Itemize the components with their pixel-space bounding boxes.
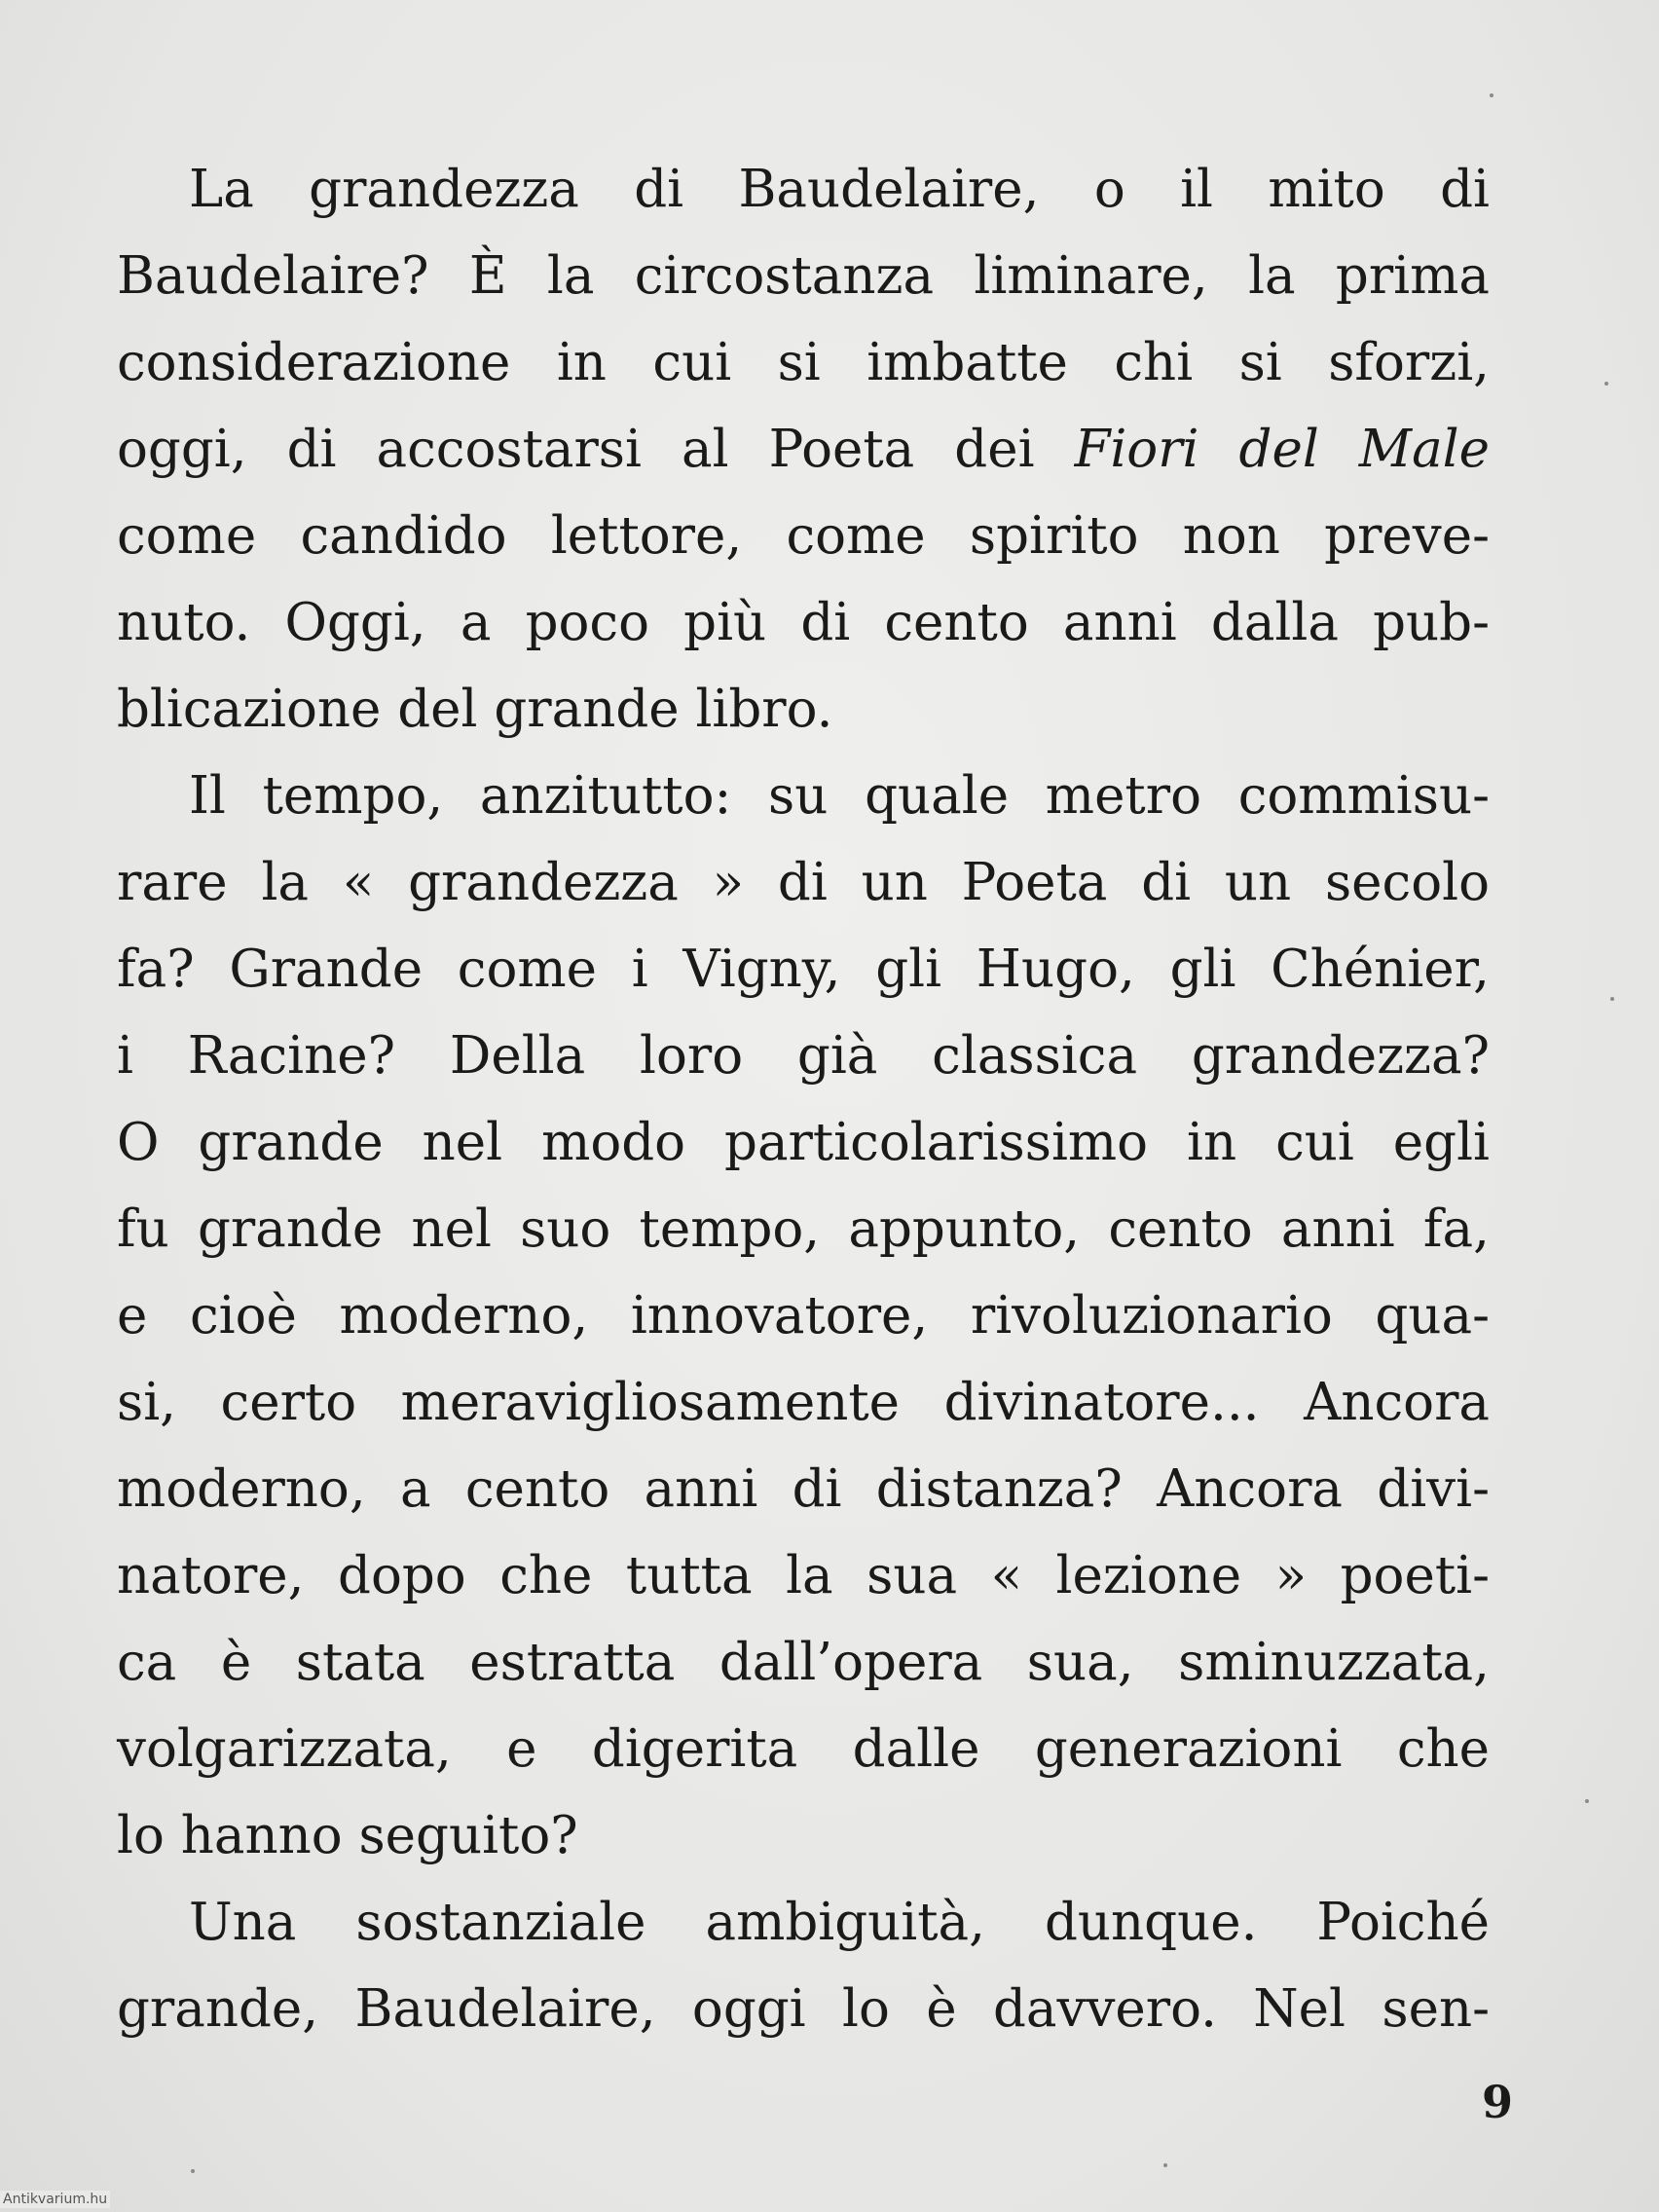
paper-speck: [1604, 382, 1608, 386]
text-line: fu grande nel suo tempo, appunto, cento anni fa,: [117, 1199, 1490, 1259]
text-line: si, certo meravigliosamente divinatore... Ancora: [117, 1373, 1490, 1432]
text-line: considerazione in cui si imbatte chi si sforzi,: [117, 333, 1490, 392]
paper-speck: [1163, 2163, 1167, 2167]
text-line: nuto. Oggi, a poco più di cento anni dalla pub-: [117, 593, 1490, 652]
paper-speck: [1490, 93, 1493, 97]
text-line: O grande nel modo particolarissimo in cui egli: [117, 1113, 1490, 1172]
text-line: ca è stata estratta dall’opera sua, sminuzzata,: [117, 1633, 1490, 1692]
text-line: Una sostanziale ambiguità, dunque. Poiché: [189, 1893, 1490, 1952]
text-line: blicazione del grande libro.: [117, 680, 833, 739]
paper-speck: [1610, 997, 1614, 1001]
text-line: fa? Grande come i Vigny, gli Hugo, gli Chénier,: [117, 940, 1490, 999]
text-line: lo hanno seguito?: [117, 1806, 578, 1865]
text-line: grande, Baudelaire, oggi lo è davvero. Nel sen-: [117, 1979, 1490, 2039]
body-text: [117, 146, 1490, 2052]
page-number: 9: [1482, 2076, 1514, 2128]
watermark: Antikvarium.hu: [0, 2191, 110, 2208]
text-line: i Racine? Della loro già classica grandezza?: [117, 1026, 1490, 1086]
text-line: La grandezza di Baudelaire, o il mito di: [189, 160, 1490, 219]
text-line: Baudelaire? È la circostanza liminare, la prima: [117, 246, 1490, 306]
text-line: moderno, a cento anni di distanza? Ancora divi-: [117, 1459, 1490, 1519]
text-line: volgarizzata, e digerita dalle generazioni che: [117, 1719, 1490, 1779]
book-title: Fiori del Male: [1074, 420, 1490, 479]
text-fragment: oggi, di accostarsi al Poeta dei: [117, 420, 1035, 479]
text-line-with-title: [117, 406, 1490, 493]
text-line: rare la « grandezza » di un Poeta di un secolo: [117, 853, 1490, 912]
text-line: natore, dopo che tutta la sua « lezione » poeti-: [117, 1546, 1490, 1605]
text-line: e cioè moderno, innovatore, rivoluzionario qua-: [117, 1286, 1490, 1346]
paper-speck: [191, 2169, 195, 2173]
text-line: come candido lettore, come spirito non preve-: [117, 506, 1490, 566]
text-line: Il tempo, anzitutto: su quale metro commisu-: [189, 766, 1490, 826]
paper-speck: [1585, 1799, 1589, 1803]
